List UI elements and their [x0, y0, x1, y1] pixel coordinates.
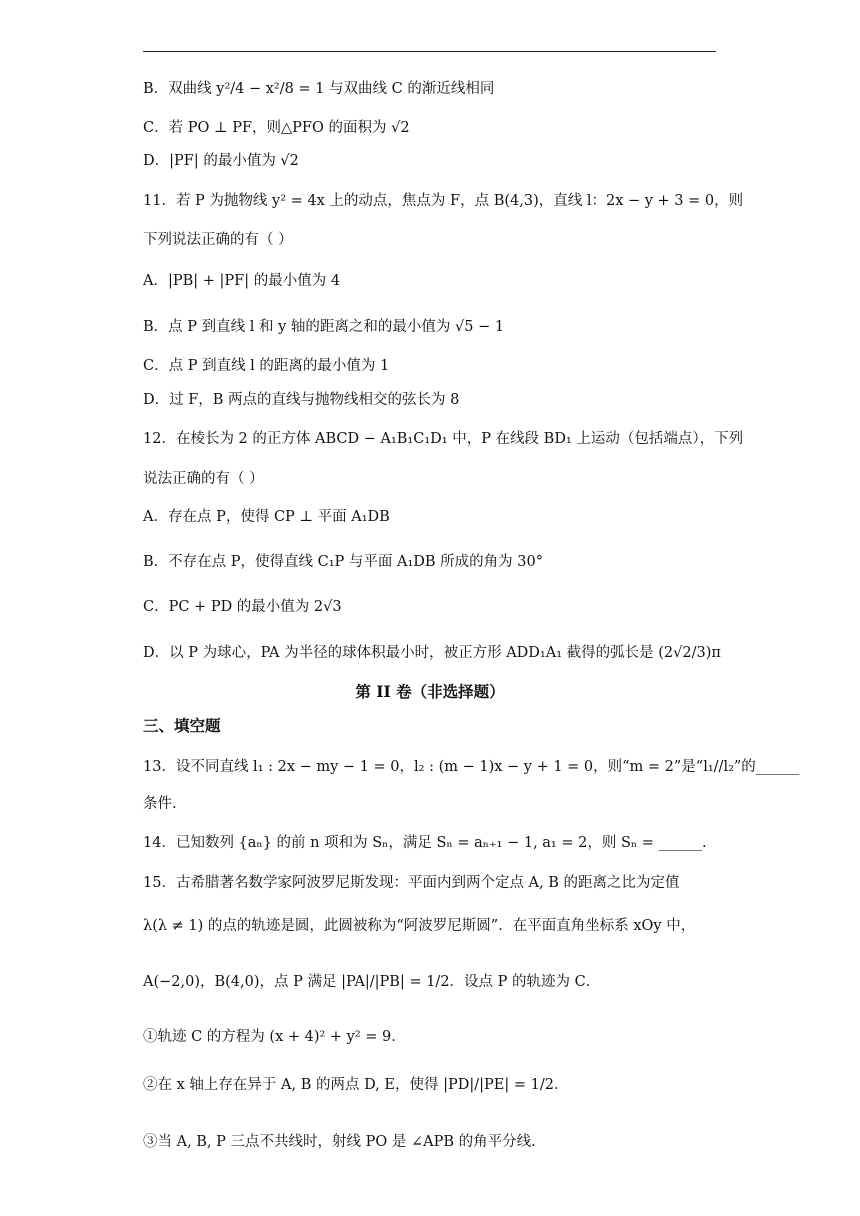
question-12-stem: 12．在棱长为 2 的正方体 ABCD − A₁B₁C₁D₁ 中，P 在线段 BD₁ 上运动（包括端点），下列 — [143, 431, 744, 447]
question-11-option-c: C．点 P 到直线 l 的距离的最小值为 1 — [143, 358, 390, 374]
top-rule — [143, 51, 716, 52]
question-10-option-b: B．双曲线 y²/4 − x²/8 = 1 与双曲线 C 的渐近线相同 — [143, 81, 495, 97]
question-15-stem-cont: λ(λ ≠ 1) 的点的轨迹是圆，此圆被称为“阿波罗尼斯圆”．在平面直角坐标系 xOy 中， — [143, 918, 696, 934]
question-11-option-a: A．|PB| + |PF| 的最小值为 4 — [143, 273, 341, 289]
question-12-option-d: D．以 P 为球心，PA 为半径的球体积最小时，被正方形 ADD₁A₁ 截得的弧长是 (2√2/3)π — [143, 645, 721, 661]
question-12-option-b: B．不存在点 P，使得直线 C₁P 与平面 A₁DB 所成的角为 30° — [143, 554, 543, 570]
question-11-option-d: D．过 F，B 两点的直线与抛物线相交的弦长为 8 — [143, 392, 460, 408]
question-11-stem: 11．若 P 为抛物线 y² = 4x 上的动点，焦点为 F，点 B(4,3)，直线 l：2x − y + 3 = 0，则 — [143, 193, 744, 209]
question-10-option-d: D．|PF| 的最小值为 √2 — [143, 153, 299, 169]
question-12-stem-cont: 说法正确的有（ ） — [143, 471, 264, 487]
question-14-stem: 14．已知数列 {aₙ} 的前 n 项和为 Sₙ，满足 Sₙ = aₙ₊₁ − 1, a₁ = 2，则 Sₙ = ______. — [143, 835, 707, 851]
question-15-statement-2: ②在 x 轴上存在异于 A, B 的两点 D, E，使得 |PD|/|PE| = 1/2． — [143, 1077, 569, 1093]
question-15-points: A(−2,0)，B(4,0)，点 P 满足 |PA|/|PB| = 1/2．设点 P 的轨迹为 C． — [143, 974, 601, 990]
question-12-option-c: C．PC + PD 的最小值为 2√3 — [143, 599, 342, 615]
question-10-option-c: C．若 PO ⊥ PF，则△PFO 的面积为 √2 — [143, 120, 410, 136]
section-heading: 三、填空题 — [143, 716, 221, 735]
question-15-statement-1: ①轨迹 C 的方程为 (x + 4)² + y² = 9． — [143, 1029, 406, 1045]
section-title: 第 II 卷（非选择题） — [355, 682, 505, 701]
question-12-option-a: A．存在点 P，使得 CP ⊥ 平面 A₁DB — [143, 509, 390, 525]
question-15-stem: 15．古希腊著名数学家阿波罗尼斯发现：平面内到两个定点 A, B 的距离之比为定值 — [143, 875, 680, 891]
question-15-statement-3: ③当 A, B, P 三点不共线时，射线 PO 是 ∠APB 的角平分线. — [143, 1134, 536, 1150]
question-13-stem-cont: 条件. — [143, 796, 177, 812]
question-13-stem: 13．设不同直线 l₁ : 2x − my − 1 = 0，l₂ : (m − 1)x − y + 1 = 0，则“m = 2”是“l₁//l₂”的______ — [143, 759, 800, 775]
question-11-option-b: B．点 P 到直线 l 和 y 轴的距离之和的最小值为 √5 − 1 — [143, 319, 505, 335]
question-11-stem-cont: 下列说法正确的有（ ） — [143, 232, 293, 248]
